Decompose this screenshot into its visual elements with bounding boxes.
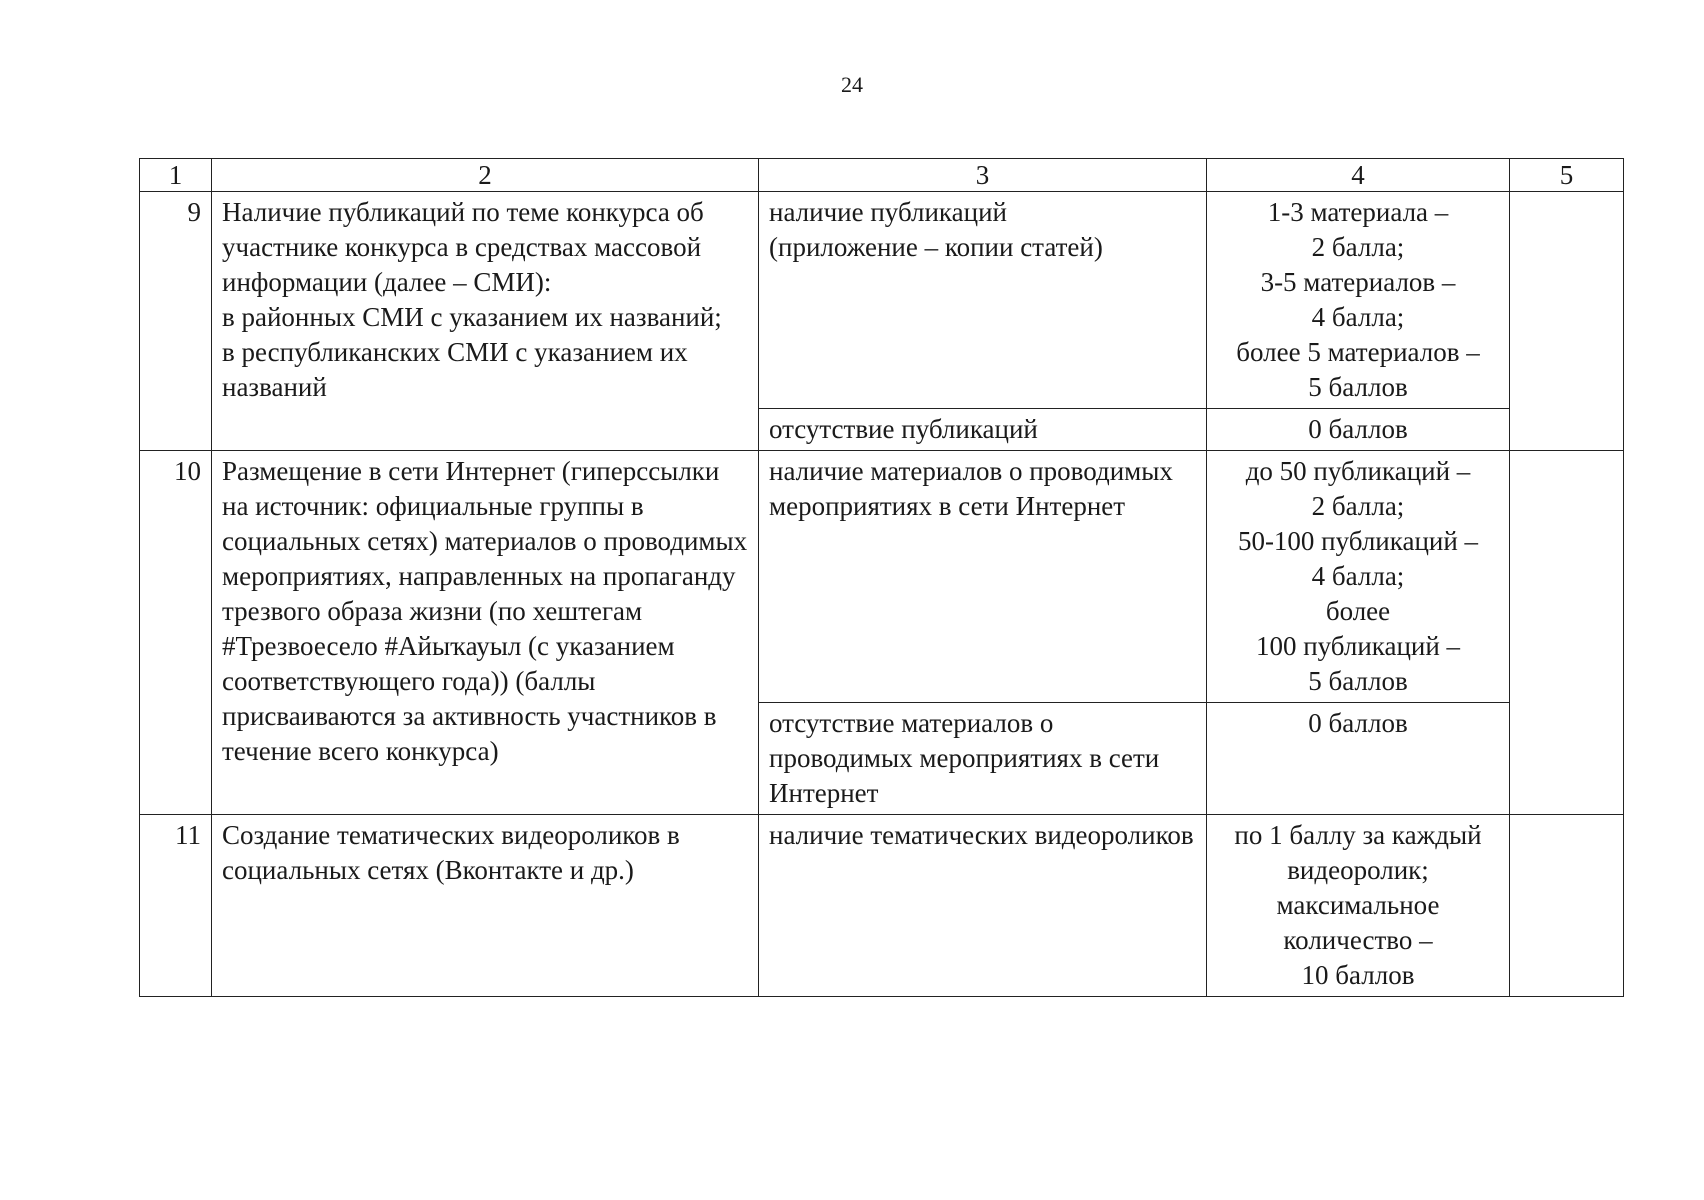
- header-row: [140, 159, 1624, 192]
- row-number: 11: [140, 815, 212, 997]
- criteria-table: [139, 158, 1624, 997]
- indicator-cell: отсутствие публикаций: [759, 409, 1207, 451]
- header-cell-4: 4: [1207, 159, 1510, 192]
- page-number: 24: [841, 72, 863, 97]
- indicator-cell: наличие тематических видеороликов: [759, 815, 1207, 997]
- score-cell: 0 баллов: [1207, 409, 1510, 451]
- column-5-cell: [1510, 815, 1624, 997]
- table-row: [140, 815, 1624, 997]
- table-row: [140, 192, 1624, 409]
- table-row: [140, 451, 1624, 703]
- criterion-cell: Наличие публикаций по теме конкурса об участнике конкурса в средствах массовой информации (далее – СМИ): в районных СМИ с указанием их названий; в республиканских СМИ с указанием их названий: [212, 192, 759, 451]
- criterion-cell: Размещение в сети Интернет (гиперссылки на источник: официальные группы в социальных сетях) материалов о проводимых мероприятиях, направленных на пропаганду трезвого образа жизни (по хештегам #Трезвоесело #Айыҡауыл (с указанием соответствующего года)) (баллы присваиваются за активность участников в течение всего конкурса): [212, 451, 759, 815]
- column-5-cell: [1510, 451, 1624, 815]
- indicator-cell: наличие публикаций (приложение – копии статей): [759, 192, 1207, 409]
- header-cell-1: 1: [140, 159, 212, 192]
- header-cell-2: 2: [212, 159, 759, 192]
- column-5-cell: [1510, 192, 1624, 451]
- header-cell-5: 5: [1510, 159, 1624, 192]
- header-cell-3: 3: [759, 159, 1207, 192]
- score-cell: 0 баллов: [1207, 703, 1510, 815]
- criterion-cell: Создание тематических видеороликов в социальных сетях (Вконтакте и др.): [212, 815, 759, 997]
- score-cell: 1-3 материала – 2 балла; 3-5 материалов – 4 балла; более 5 материалов – 5 баллов: [1207, 192, 1510, 409]
- row-number: 10: [140, 451, 212, 815]
- score-cell: по 1 баллу за каждый видеоролик; максимальное количество – 10 баллов: [1207, 815, 1510, 997]
- row-number: 9: [140, 192, 212, 451]
- indicator-cell: отсутствие материалов о проводимых мероприятиях в сети Интернет: [759, 703, 1207, 815]
- score-cell: до 50 публикаций – 2 балла; 50-100 публикаций – 4 балла; более 100 публикаций – 5 баллов: [1207, 451, 1510, 703]
- indicator-cell: наличие материалов о проводимых мероприятиях в сети Интернет: [759, 451, 1207, 703]
